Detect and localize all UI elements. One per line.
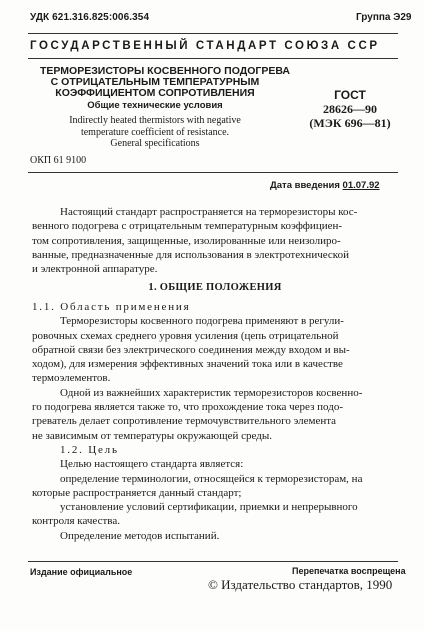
intro-date-label: Дата введения xyxy=(270,180,340,191)
paragraph-line: Настоящий стандарт распространяется на терморезисторы кос- xyxy=(60,206,358,218)
intro-date-value: 01.07.92 xyxy=(342,180,380,191)
intro-paragraph xyxy=(32,205,400,276)
paragraph-line: Терморезисторы косвенного подогрева применяют в регули- xyxy=(60,315,344,328)
paragraph-line: ровочных схемах среднего уровня усиления (цепь отрицательной xyxy=(32,329,339,342)
standard-title: ГОСУДАРСТВЕННЫЙ СТАНДАРТ СОЮЗА ССР xyxy=(30,40,380,52)
official-edition-label: Издание официальное xyxy=(30,567,133,577)
iec-number: (МЭК 696—81) xyxy=(309,116,391,130)
okp-code: ОКП 61 9100 xyxy=(30,155,87,166)
english-title-line: Indirectly heated thermistors with negative xyxy=(69,115,241,126)
paragraph-line: определение терминологии, относящейся к терморезисторам, на xyxy=(60,472,363,485)
paragraph-line: обратной связи без электрического соединения между входом и вы- xyxy=(32,343,350,356)
gost-number: 28626—90 xyxy=(323,102,377,116)
reprint-notice: Перепечатка воспрещена xyxy=(292,566,406,576)
okp-rule xyxy=(28,172,398,173)
paragraph-line: термоэлементов. xyxy=(32,372,111,385)
english-title-line: temperature coefficient of resistance. xyxy=(80,126,230,138)
subsection-heading: 1.1. Область применения xyxy=(32,301,191,313)
footer-rule xyxy=(28,561,398,562)
title-line: КОЭФФИЦИЕНТОМ СОПРОТИВЛЕНИЯ xyxy=(55,87,255,99)
paragraph-line: том сопротивления, защищенные, изолированные или неизолиро- xyxy=(32,234,341,247)
paragraph-line: контроля качества. xyxy=(32,515,120,528)
header-rule xyxy=(28,58,398,59)
udk-code: УДК 621.316.825:006.354 xyxy=(30,12,150,23)
english-title xyxy=(40,115,270,150)
subsection-1-1 xyxy=(32,300,400,543)
paragraph-line: ходом), для измерения эффективных значений тока или в качестве xyxy=(32,358,343,371)
group-code: Группа Э29 xyxy=(356,12,412,23)
section-heading: 1. ОБЩИЕ ПОЛОЖЕНИЯ xyxy=(148,282,282,293)
paragraph-line: не зависимым от температуры окружающей среды. xyxy=(32,429,272,442)
introduction-date xyxy=(270,180,380,191)
paragraph-line: го подогрева является также то, что прохождение тока через подо- xyxy=(32,401,343,414)
paragraph-line: Одной из важнейших характеристик терморезисторов косвенно- xyxy=(60,386,363,399)
english-title-line: General specifications xyxy=(110,138,200,149)
copyright-notice: © Издательство стандартов, 1990 xyxy=(208,577,393,592)
paragraph-line: Целью настоящего стандарта является: xyxy=(60,458,244,471)
document-title xyxy=(40,65,290,99)
title-line: ТЕРМОРЕЗИСТОРЫ КОСВЕННОГО ПОДОГРЕВА xyxy=(40,65,290,77)
title-line: С ОТРИЦАТЕЛЬНЫМ ТЕМПЕРАТУРНЫМ xyxy=(50,76,260,88)
paragraph-line: которые распространяется данный стандарт; xyxy=(32,486,242,499)
subsection-heading: 1.2. Цель xyxy=(60,443,119,456)
paragraph-line: Определение методов испытаний. xyxy=(60,529,220,542)
paragraph-line: и электронной аппаратуре. xyxy=(32,263,158,276)
gost-label: ГОСТ xyxy=(334,88,366,102)
top-rule xyxy=(28,33,398,34)
gost-designation xyxy=(300,88,400,130)
paragraph-line: греватель делает сопротивление термочувствительного элемента xyxy=(32,415,337,428)
paragraph-line: установление условий сертификации, приемки и непрерывного xyxy=(60,501,358,514)
document-subtitle: Общие технические условия xyxy=(87,100,223,111)
paragraph-line: венного подогрева с отрицательным температурным коэффициен- xyxy=(32,220,343,233)
paragraph-line: ванные, предназначенные для использования в электротехнической xyxy=(32,248,349,261)
